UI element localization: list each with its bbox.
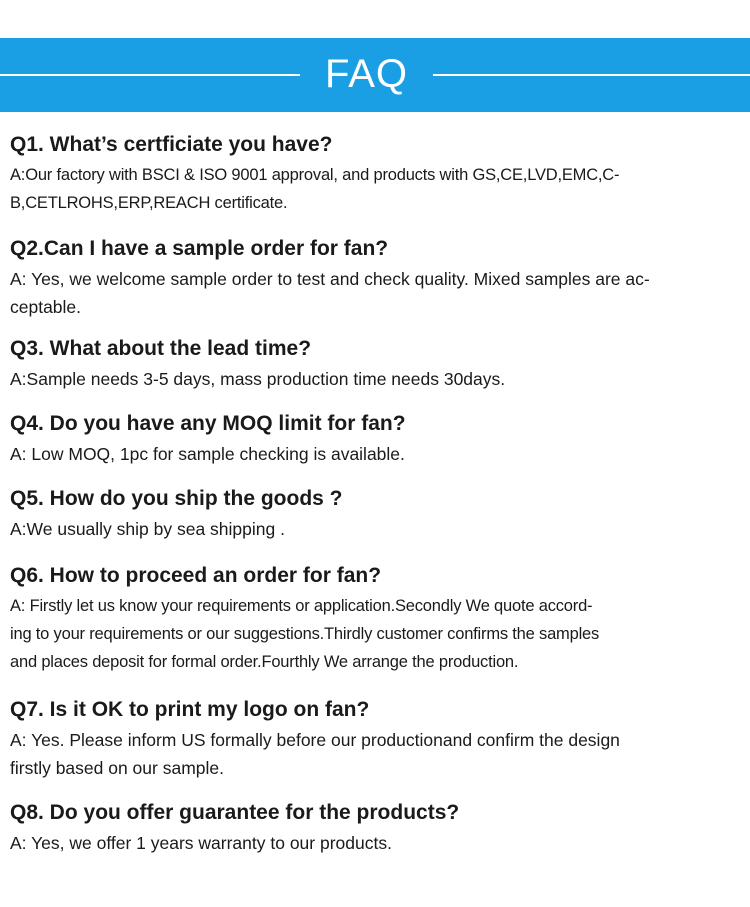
faq-item-q4 [10, 411, 750, 468]
faq-question: Q3. What about the lead time? [10, 337, 312, 360]
faq-question: Q1. What’s certficiate you have? [10, 133, 333, 156]
faq-question: Q8. Do you offer guarantee for the products? [10, 801, 460, 824]
faq-answer-line: A: Yes, we offer 1 years warranty to our products. [10, 833, 392, 853]
faq-item-q6 [10, 563, 750, 676]
faq-question: Q2.Can I have a sample order for fan? [10, 237, 389, 260]
faq-answer-line: A: Yes. Please inform US formally before our productionand confirm the design [10, 730, 620, 750]
faq-item-q2 [10, 236, 750, 321]
faq-item-q1 [10, 132, 750, 217]
banner-divider-right [433, 74, 750, 76]
faq-answer-line: A:We usually ship by sea shipping . [10, 519, 285, 539]
faq-item-q3 [10, 336, 750, 393]
faq-answer-line: A: Yes, we welcome sample order to test and check quality. Mixed samples are ac- [10, 269, 650, 289]
faq-answer [10, 161, 750, 217]
faq-banner [0, 38, 750, 112]
faq-question: Q6. How to proceed an order for fan? [10, 564, 382, 587]
faq-answer-line: B,CETLROHS,ERP,REACH certificate. [10, 194, 288, 212]
faq-answer [10, 265, 750, 321]
faq-answer-line: A: Low MOQ, 1pc for sample checking is available. [10, 444, 405, 464]
faq-answer-line: ing to your requirements or our suggestions.Thirdly customer confirms the samples [10, 625, 600, 643]
faq-question: Q5. How do you ship the goods ? [10, 487, 343, 510]
faq-answer-line: firstly based on our sample. [10, 758, 224, 778]
faq-answer [10, 726, 750, 782]
faq-answer-line: A:Sample needs 3-5 days, mass production time needs 30days. [10, 369, 506, 389]
banner-divider-left [0, 74, 300, 76]
faq-answer [10, 829, 750, 857]
faq-question: Q4. Do you have any MOQ limit for fan? [10, 412, 406, 435]
faq-answer-line: ceptable. [10, 297, 82, 317]
faq-item-q7 [10, 697, 750, 782]
faq-answer [10, 440, 750, 468]
faq-item-q5 [10, 486, 750, 543]
faq-item-q8 [10, 800, 750, 857]
faq-answer-line: and places deposit for formal order.Fourthly We arrange the production. [10, 653, 519, 671]
faq-answer-line: A:Our factory with BSCI & ISO 9001 approval, and products with GS,CE,LVD,EMC,C- [10, 166, 620, 184]
faq-question: Q7. Is it OK to print my logo on fan? [10, 698, 370, 721]
page-title: FAQ [324, 52, 409, 96]
faq-answer [10, 592, 750, 676]
faq-answer [10, 515, 750, 543]
faq-answer [10, 365, 750, 393]
faq-answer-line: A: Firstly let us know your requirements or application.Secondly We quote accord- [10, 597, 593, 615]
